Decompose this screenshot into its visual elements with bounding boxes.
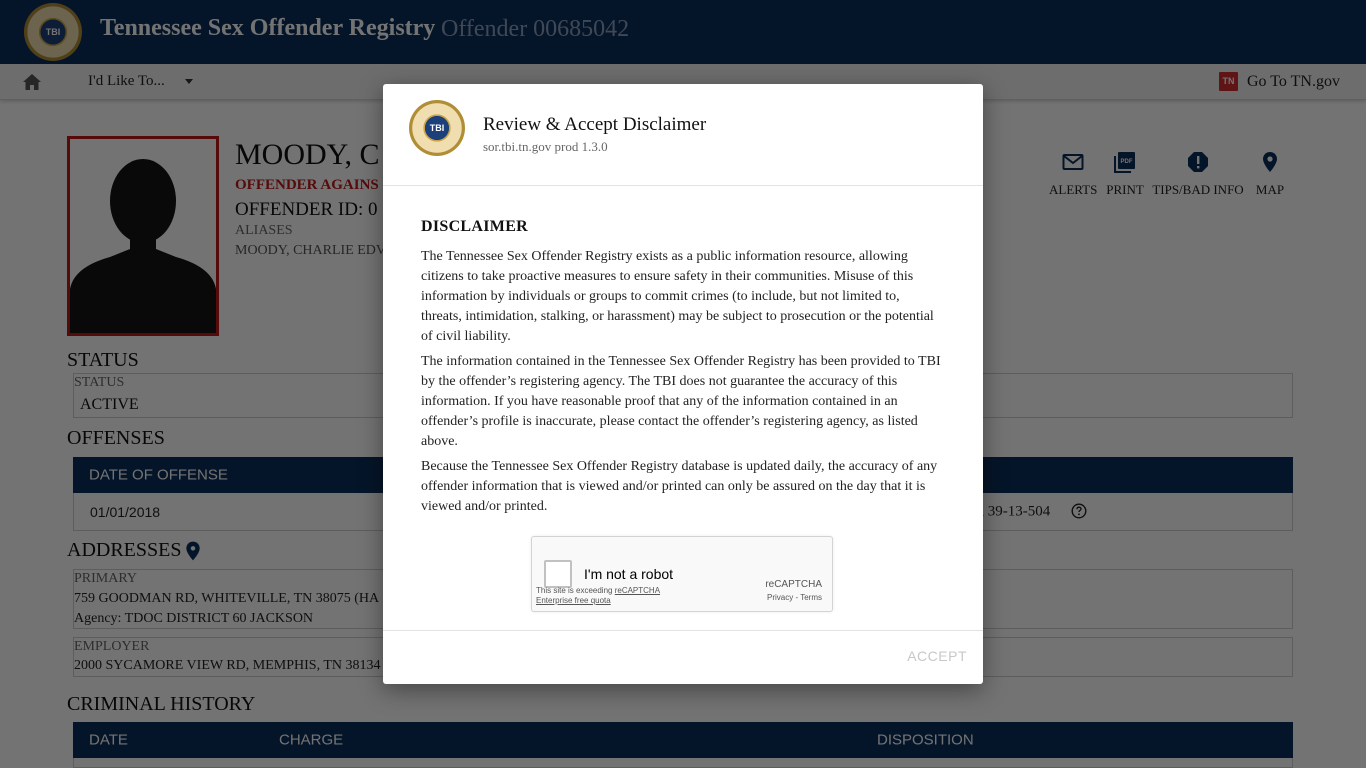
- seal-text: TBI: [429, 123, 445, 133]
- recaptcha-widget: [531, 536, 833, 612]
- recaptcha-quota-text: This site is exceeding: [536, 586, 615, 595]
- recaptcha-quota-notice: [536, 586, 696, 606]
- dialog-title: Review & Accept Disclaimer: [483, 114, 707, 135]
- disclaimer-dialog: [383, 84, 983, 684]
- accept-button[interactable]: ACCEPT: [907, 648, 967, 664]
- disclaimer-paragraph-2: The information contained in the Tennessee Sex Offender Registry has been provided to TBI by the offender’s registering agency. The TBI does not guarantee the accuracy of this information. If you have reasonable proof that any of the information contained in an offender’s profile is inaccurate, please contact the offender’s registering agency, as listed above.: [421, 354, 941, 449]
- recaptcha-checkbox[interactable]: [544, 560, 572, 588]
- recaptcha-label: I'm not a robot: [584, 566, 674, 582]
- disclaimer-paragraph-3: Because the Tennessee Sex Offender Registry database is updated daily, the accuracy of any offender information that is viewed and/or printed can only be assured on the day that it is viewed and/or printed.: [421, 459, 938, 514]
- recaptcha-quota-link[interactable]: reCAPTCHA Enterprise free quota: [536, 586, 661, 605]
- recaptcha-privacy-terms[interactable]: Privacy - Terms: [767, 593, 822, 602]
- disclaimer-heading: DISCLAIMER: [421, 218, 529, 235]
- dialog-version: sor.tbi.tn.gov prod 1.3.0: [483, 139, 608, 154]
- dialog-body: [421, 218, 943, 522]
- tbi-seal-logo: [409, 100, 465, 156]
- divider: [383, 630, 983, 631]
- divider: [383, 185, 983, 186]
- recaptcha-brand: reCAPTCHA: [765, 579, 822, 590]
- disclaimer-paragraph-1: The Tennessee Sex Offender Registry exists as a public information resource, allowing citizens to take proactive measures to ensure safety in their communities. Misuse of this information by individuals or groups to commit crimes (to include, but not limited to, threats, intimidation, stalking, or harassment) may be subject to prosecution or the potential of civil liability.: [421, 249, 934, 344]
